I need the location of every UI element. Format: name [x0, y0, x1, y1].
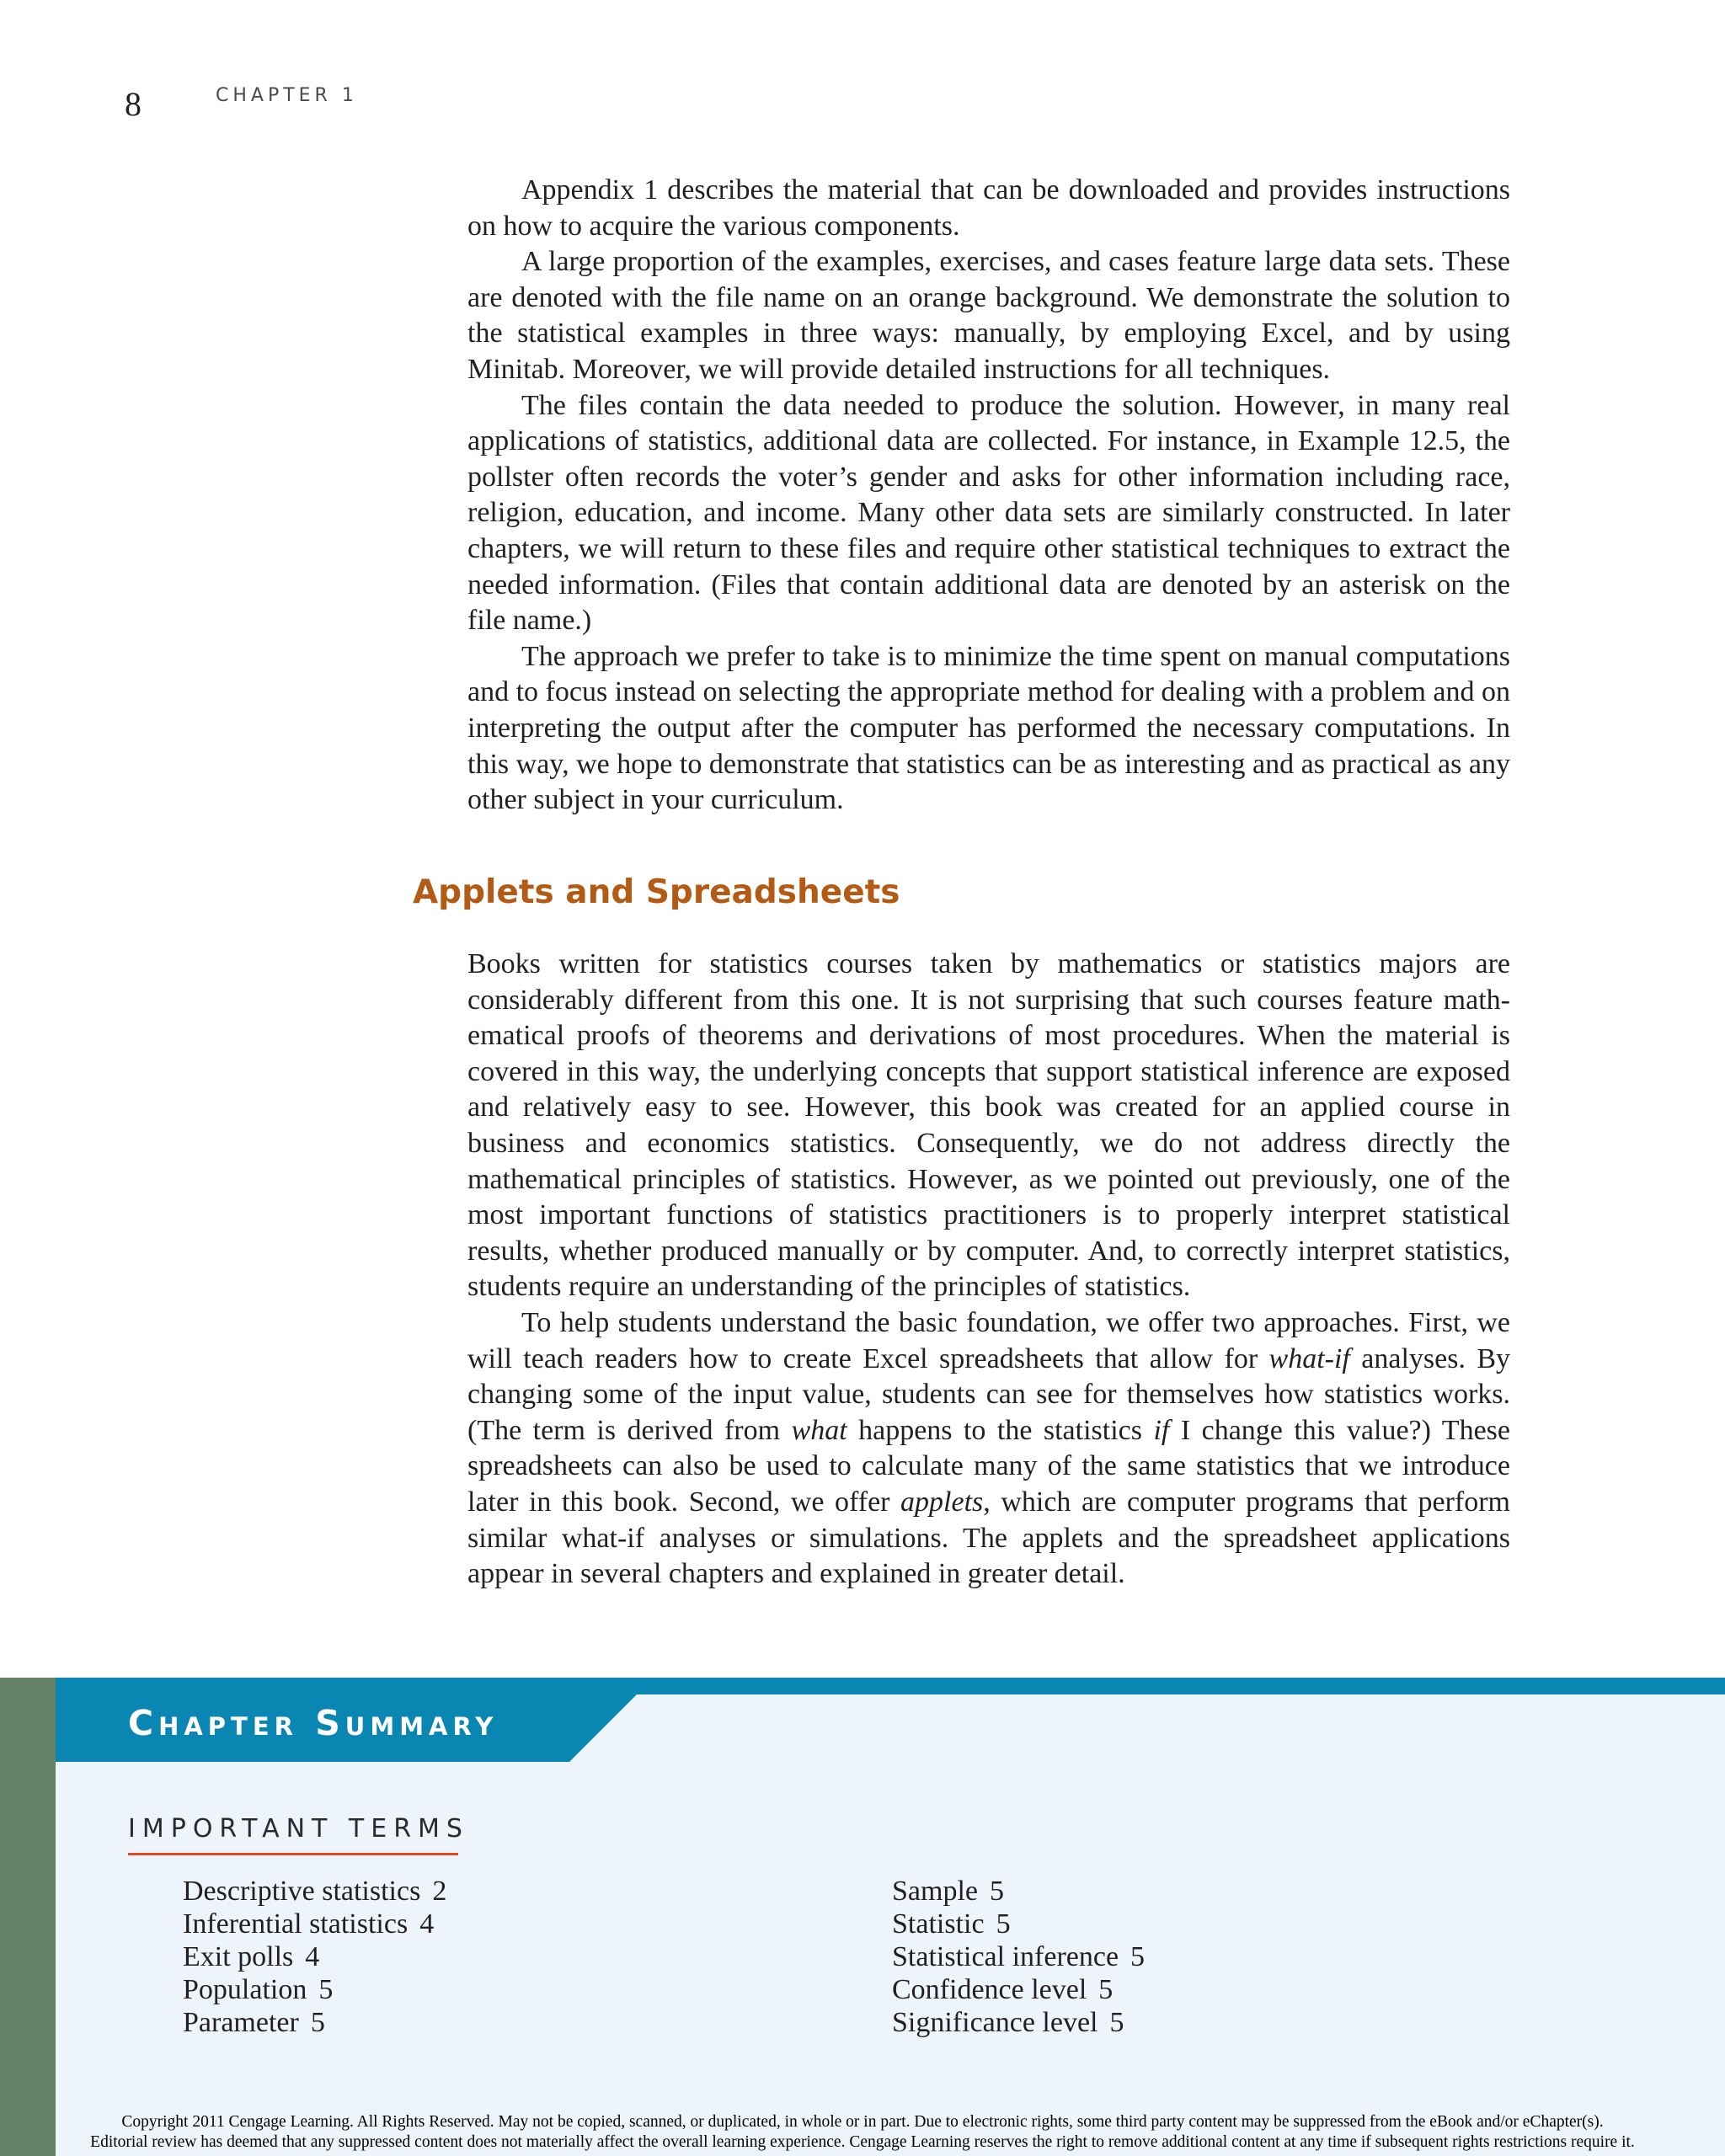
term-name: Parameter	[183, 2007, 299, 2038]
term-name: Confidence level	[892, 1974, 1087, 2005]
text-run: happens to the statistics	[846, 1414, 1154, 1446]
copyright-line: Copyright 2011 Cengage Learning. All Rights Reserved. May not be copied, scanned, or duplicated, in whole or in part. Due to electronic rights, some third party content may be suppressed from the eBook and/or eChapter(s).	[121, 2113, 1604, 2131]
terms-list-right	[892, 1875, 1145, 2039]
emphasis-applets: applets	[900, 1486, 984, 1518]
term-item	[183, 1908, 446, 1940]
term-item	[892, 2006, 1145, 2039]
text-run: I change this value?) These spreadsheets can also be used to calculate many of the same statistics that we introduce later in this book. Second, we offer	[467, 1414, 1510, 1518]
chapter-summary-sidebar	[0, 1678, 56, 2156]
term-name: Inferential statistics	[183, 1908, 409, 1940]
term-item	[183, 1973, 446, 2006]
term-item	[183, 1940, 446, 1973]
term-page: 5	[989, 1876, 1004, 1907]
terms-list-left	[183, 1875, 446, 2039]
term-name: Statistic	[892, 1908, 985, 1940]
term-page: 4	[305, 1941, 320, 1972]
intro-paragraph: The files contain the data needed to produce the solution. However, in many real applications of statistics, additional data are collected. For instance, in Example 12.5, the pollster often records the voter’s gender and asks for other information including race, religion, education, and income. Many other data sets are similarly constructed. In later chapters, we will return to these files and require other statistical techniques to extract the needed information. (Files that contain additional data are denoted by an asterisk on the file name.)	[467, 389, 1510, 637]
term-item	[183, 1875, 446, 1908]
intro-paragraph: The approach we prefer to take is to minimize the time spent on manual computations and to focus instead on selecting the appropriate method for dealing with a problem and on interpreting the output after the computer has performed the necessary computations. In this way, we hope to demonstrate that statistics can be as interesting and as practical as any other subject in your curriculum.	[467, 640, 1510, 816]
section-heading-applets: Applets and Spreadsheets	[413, 873, 900, 911]
term-name: Sample	[892, 1876, 978, 1907]
term-page: 5	[1130, 1941, 1146, 1972]
emphasis-what-if: what-if	[1268, 1342, 1350, 1374]
important-terms-heading: IMPORTANT TERMS	[128, 1814, 469, 1844]
text-run: , which are computer programs that perform similar what-if analyses or simulations. The applets and the spreadsheet applications appear in several chapters and explained in greater detail.	[467, 1486, 1510, 1590]
important-terms-rule	[128, 1853, 458, 1855]
term-item	[892, 1973, 1145, 2006]
term-name: Statistical inference	[892, 1941, 1119, 1972]
applets-paragraph: Books written for statistics courses taken by mathematics or statistics majors are considerably different from this one. It is not surprising that such courses feature mathematical proofs of theorems and derivations of most procedures. When the material is covered in this way, the underlying concepts that support statistical inference are exposed and relatively easy to see. However, this book was created for an applied course in business and economics statistics. Consequently, we do not address directly the mathematical principles of statistics. However, as we pointed out previously, one of the most important functions of statistics practitioners is to properly interpret statistical results, whether produced manually or by computer. And, to correctly interpret statistics, students require an understanding of the principles of statistics.	[467, 948, 1510, 1303]
intro-paragraph: A large proportion of the examples, exercises, and cases feature large data sets. These are denoted with the file name on an orange background. We demonstrate the solution to the statistical examples in three ways: manually, by employing Excel, and by using Minitab. Moreover, we will provide detailed instructions for all techniques.	[467, 246, 1510, 385]
running-head: CHAPTER 1	[216, 85, 358, 106]
intro-text-block	[467, 173, 1510, 819]
emphasis-what: what	[791, 1414, 847, 1446]
page-number: 8	[125, 85, 142, 123]
text-run: To help students understand the basic foundation, we offer two approaches. First, we will teach readers how to create Excel spreadsheets that allow for	[467, 1306, 1510, 1374]
copyright-line: Editorial review has deemed that any suppressed content does not materially affect the overall learning experience. Cengage Learning reserves the right to remove additional content at any time if subsequent rights restrictions require it.	[90, 2133, 1635, 2151]
term-page: 5	[1098, 1974, 1114, 2005]
term-page: 4	[419, 1908, 435, 1940]
applets-text-block	[467, 947, 1510, 1593]
applets-paragraph	[467, 1305, 1510, 1593]
term-page: 2	[432, 1876, 447, 1907]
term-page: 5	[318, 1974, 334, 2005]
term-name: Significance level	[892, 2007, 1098, 2038]
chapter-summary-title: Chapter Summary	[128, 1703, 499, 1743]
term-name: Descriptive statistics	[183, 1876, 421, 1907]
intro-paragraph: Appendix 1 describes the material that can be downloaded and provides instructions on how to acquire the various components.	[467, 174, 1510, 242]
term-item	[892, 1908, 1145, 1940]
emphasis-if: if	[1153, 1414, 1170, 1446]
term-page: 5	[310, 2007, 325, 2038]
term-page: 5	[1109, 2007, 1124, 2038]
term-name: Population	[183, 1974, 307, 2005]
text-run: analyses. By changing some of the input value, students can see for themselves how statistics works. (The term is derived from	[467, 1342, 1511, 1446]
chapter-summary-stripe	[0, 1678, 1725, 1694]
term-name: Exit polls	[183, 1941, 294, 1972]
term-item	[892, 1940, 1145, 1973]
term-item	[183, 2006, 446, 2039]
copyright-notice	[0, 2112, 1725, 2153]
chapter-summary-banner	[56, 1694, 637, 1762]
term-item	[892, 1875, 1145, 1908]
term-page: 5	[996, 1908, 1011, 1940]
